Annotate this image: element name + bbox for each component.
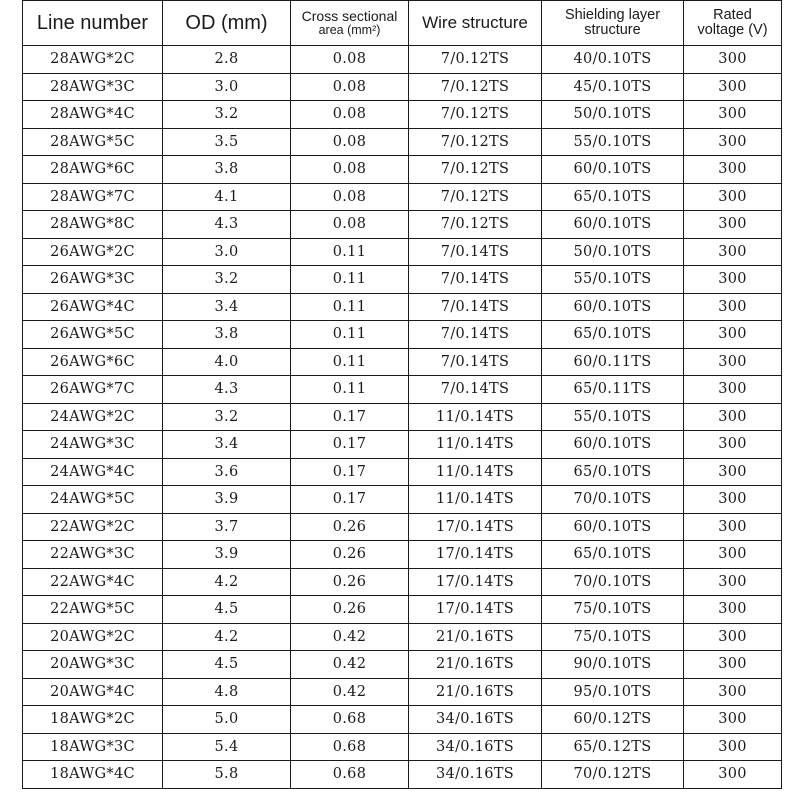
table-row	[23, 183, 782, 211]
line-number-cell: 26AWG*2C	[23, 238, 163, 266]
table-row	[23, 568, 782, 596]
shielding-cell: 70/0.10TS	[542, 486, 684, 514]
header-od: OD (mm)	[163, 1, 291, 46]
wire-structure-cell: 7/0.12TS	[409, 73, 542, 101]
shielding-cell: 65/0.10TS	[542, 183, 684, 211]
cross-area-cell: 0.11	[291, 376, 409, 404]
shielding-cell: 55/0.10TS	[542, 403, 684, 431]
rated-voltage-cell: 300	[684, 706, 782, 734]
od-cell: 4.3	[163, 211, 291, 239]
header-row	[23, 1, 782, 46]
shielding-cell: 50/0.10TS	[542, 101, 684, 129]
rated-voltage-cell: 300	[684, 761, 782, 789]
rated-voltage-cell: 300	[684, 183, 782, 211]
rated-voltage-cell: 300	[684, 376, 782, 404]
wire-structure-cell: 21/0.16TS	[409, 678, 542, 706]
table-row	[23, 293, 782, 321]
line-number-cell: 18AWG*4C	[23, 761, 163, 789]
od-cell: 3.5	[163, 128, 291, 156]
wire-structure-cell: 7/0.12TS	[409, 101, 542, 129]
cross-area-cell: 0.68	[291, 706, 409, 734]
table-row	[23, 321, 782, 349]
shielding-cell: 60/0.10TS	[542, 293, 684, 321]
rated-voltage-cell: 300	[684, 403, 782, 431]
cross-area-cell: 0.68	[291, 761, 409, 789]
header-cross-line1: Cross sectional	[301, 8, 398, 25]
cross-area-cell: 0.08	[291, 183, 409, 211]
table-row	[23, 211, 782, 239]
rated-voltage-cell: 300	[684, 238, 782, 266]
od-cell: 3.2	[163, 266, 291, 294]
shielding-cell: 65/0.11TS	[542, 376, 684, 404]
spec-table-container	[22, 0, 781, 789]
od-cell: 3.9	[163, 541, 291, 569]
table-row	[23, 651, 782, 679]
line-number-cell: 18AWG*2C	[23, 706, 163, 734]
header-rated-line2: voltage (V)	[697, 22, 768, 38]
rated-voltage-cell: 300	[684, 678, 782, 706]
od-cell: 3.0	[163, 73, 291, 101]
rated-voltage-cell: 300	[684, 101, 782, 129]
header-shield-line2: structure	[584, 22, 641, 38]
wire-structure-cell: 7/0.12TS	[409, 156, 542, 184]
cross-area-cell: 0.42	[291, 678, 409, 706]
shielding-cell: 65/0.12TS	[542, 733, 684, 761]
header-shield-line1: Shielding layer	[564, 6, 661, 23]
cross-area-cell: 0.11	[291, 293, 409, 321]
line-number-cell: 22AWG*5C	[23, 596, 163, 624]
line-number-cell: 22AWG*3C	[23, 541, 163, 569]
rated-voltage-cell: 300	[684, 596, 782, 624]
header-rated-line1: Rated	[713, 6, 752, 23]
line-number-cell: 20AWG*2C	[23, 623, 163, 651]
shielding-cell: 60/0.12TS	[542, 706, 684, 734]
cross-area-cell: 0.08	[291, 73, 409, 101]
cross-area-cell: 0.11	[291, 238, 409, 266]
cross-area-cell: 0.08	[291, 101, 409, 129]
shielding-cell: 70/0.10TS	[542, 568, 684, 596]
line-number-cell: 26AWG*4C	[23, 293, 163, 321]
table-row	[23, 678, 782, 706]
table-row	[23, 596, 782, 624]
od-cell: 4.3	[163, 376, 291, 404]
cross-area-cell: 0.11	[291, 266, 409, 294]
od-cell: 3.8	[163, 156, 291, 184]
table-row	[23, 238, 782, 266]
od-cell: 3.9	[163, 486, 291, 514]
header-wire-structure: Wire structure	[409, 1, 542, 46]
rated-voltage-cell: 300	[684, 541, 782, 569]
cross-area-cell: 0.17	[291, 458, 409, 486]
line-number-cell: 28AWG*3C	[23, 73, 163, 101]
od-cell: 4.5	[163, 596, 291, 624]
od-cell: 3.2	[163, 403, 291, 431]
wire-structure-cell: 17/0.14TS	[409, 541, 542, 569]
od-cell: 3.0	[163, 238, 291, 266]
rated-voltage-cell: 300	[684, 73, 782, 101]
rated-voltage-cell: 300	[684, 568, 782, 596]
od-cell: 3.4	[163, 293, 291, 321]
wire-structure-cell: 7/0.14TS	[409, 321, 542, 349]
wire-structure-cell: 7/0.14TS	[409, 348, 542, 376]
od-cell: 4.1	[163, 183, 291, 211]
shielding-cell: 60/0.11TS	[542, 348, 684, 376]
wire-structure-cell: 17/0.14TS	[409, 568, 542, 596]
rated-voltage-cell: 300	[684, 46, 782, 74]
line-number-cell: 24AWG*3C	[23, 431, 163, 459]
od-cell: 3.8	[163, 321, 291, 349]
od-cell: 5.4	[163, 733, 291, 761]
cross-area-cell: 0.17	[291, 486, 409, 514]
shielding-cell: 90/0.10TS	[542, 651, 684, 679]
cross-area-cell: 0.08	[291, 156, 409, 184]
rated-voltage-cell: 300	[684, 513, 782, 541]
rated-voltage-cell: 300	[684, 733, 782, 761]
shielding-cell: 40/0.10TS	[542, 46, 684, 74]
od-cell: 4.8	[163, 678, 291, 706]
od-cell: 3.2	[163, 101, 291, 129]
cross-area-cell: 0.08	[291, 46, 409, 74]
shielding-cell: 65/0.10TS	[542, 321, 684, 349]
wire-structure-cell: 17/0.14TS	[409, 513, 542, 541]
wire-structure-cell: 34/0.16TS	[409, 761, 542, 789]
od-cell: 2.8	[163, 46, 291, 74]
rated-voltage-cell: 300	[684, 211, 782, 239]
rated-voltage-cell: 300	[684, 266, 782, 294]
table-row	[23, 623, 782, 651]
shielding-cell: 55/0.10TS	[542, 266, 684, 294]
shielding-cell: 60/0.10TS	[542, 513, 684, 541]
rated-voltage-cell: 300	[684, 486, 782, 514]
table-row	[23, 706, 782, 734]
line-number-cell: 18AWG*3C	[23, 733, 163, 761]
table-row	[23, 156, 782, 184]
line-number-cell: 24AWG*5C	[23, 486, 163, 514]
table-row	[23, 513, 782, 541]
table-row	[23, 486, 782, 514]
rated-voltage-cell: 300	[684, 156, 782, 184]
wire-structure-cell: 7/0.12TS	[409, 128, 542, 156]
shielding-cell: 60/0.10TS	[542, 156, 684, 184]
shielding-cell: 55/0.10TS	[542, 128, 684, 156]
od-cell: 5.8	[163, 761, 291, 789]
wire-structure-cell: 7/0.14TS	[409, 266, 542, 294]
shielding-cell: 45/0.10TS	[542, 73, 684, 101]
wire-structure-cell: 7/0.12TS	[409, 183, 542, 211]
cross-area-cell: 0.17	[291, 431, 409, 459]
cross-area-cell: 0.42	[291, 623, 409, 651]
cross-area-cell: 0.17	[291, 403, 409, 431]
line-number-cell: 26AWG*5C	[23, 321, 163, 349]
rated-voltage-cell: 300	[684, 321, 782, 349]
table-row	[23, 733, 782, 761]
table-row	[23, 376, 782, 404]
line-number-cell: 26AWG*7C	[23, 376, 163, 404]
header-line-number: Line number	[23, 1, 163, 46]
table-row	[23, 46, 782, 74]
line-number-cell: 20AWG*4C	[23, 678, 163, 706]
shielding-cell: 95/0.10TS	[542, 678, 684, 706]
od-cell: 4.5	[163, 651, 291, 679]
od-cell: 4.0	[163, 348, 291, 376]
shielding-cell: 60/0.10TS	[542, 431, 684, 459]
header-rated-voltage	[684, 1, 782, 46]
shielding-cell: 50/0.10TS	[542, 238, 684, 266]
wire-structure-cell: 7/0.14TS	[409, 293, 542, 321]
wire-structure-cell: 21/0.16TS	[409, 623, 542, 651]
cross-area-cell: 0.42	[291, 651, 409, 679]
od-cell: 5.0	[163, 706, 291, 734]
shielding-cell: 70/0.12TS	[542, 761, 684, 789]
cross-area-cell: 0.08	[291, 211, 409, 239]
table-row	[23, 403, 782, 431]
line-number-cell: 24AWG*4C	[23, 458, 163, 486]
wire-structure-cell: 11/0.14TS	[409, 486, 542, 514]
line-number-cell: 24AWG*2C	[23, 403, 163, 431]
wire-structure-cell: 7/0.12TS	[409, 211, 542, 239]
shielding-cell: 65/0.10TS	[542, 458, 684, 486]
line-number-cell: 26AWG*6C	[23, 348, 163, 376]
cross-area-cell: 0.26	[291, 568, 409, 596]
shielding-cell: 75/0.10TS	[542, 623, 684, 651]
table-row	[23, 431, 782, 459]
header-shielding-structure	[542, 1, 684, 46]
table-row	[23, 73, 782, 101]
table-row	[23, 266, 782, 294]
wire-structure-cell: 21/0.16TS	[409, 651, 542, 679]
shielding-cell: 65/0.10TS	[542, 541, 684, 569]
wire-structure-cell: 34/0.16TS	[409, 706, 542, 734]
cross-area-cell: 0.11	[291, 321, 409, 349]
line-number-cell: 28AWG*7C	[23, 183, 163, 211]
cross-area-cell: 0.26	[291, 513, 409, 541]
line-number-cell: 22AWG*2C	[23, 513, 163, 541]
wire-structure-cell: 7/0.14TS	[409, 376, 542, 404]
table-body	[23, 46, 782, 789]
header-cross-sectional-area	[291, 1, 409, 46]
wire-structure-cell: 11/0.14TS	[409, 431, 542, 459]
line-number-cell: 28AWG*5C	[23, 128, 163, 156]
cross-area-cell: 0.26	[291, 596, 409, 624]
line-number-cell: 28AWG*8C	[23, 211, 163, 239]
wire-structure-cell: 34/0.16TS	[409, 733, 542, 761]
cross-area-cell: 0.26	[291, 541, 409, 569]
table-row	[23, 761, 782, 789]
rated-voltage-cell: 300	[684, 293, 782, 321]
od-cell: 4.2	[163, 568, 291, 596]
table-row	[23, 101, 782, 129]
shielding-cell: 60/0.10TS	[542, 211, 684, 239]
line-number-cell: 28AWG*6C	[23, 156, 163, 184]
wire-structure-cell: 7/0.12TS	[409, 46, 542, 74]
rated-voltage-cell: 300	[684, 348, 782, 376]
line-number-cell: 22AWG*4C	[23, 568, 163, 596]
cable-spec-table	[22, 0, 782, 789]
header-cross-line2: area (mm²)	[318, 22, 381, 37]
line-number-cell: 26AWG*3C	[23, 266, 163, 294]
od-cell: 3.4	[163, 431, 291, 459]
line-number-cell: 20AWG*3C	[23, 651, 163, 679]
table-row	[23, 541, 782, 569]
od-cell: 3.6	[163, 458, 291, 486]
cross-area-cell: 0.11	[291, 348, 409, 376]
cross-area-cell: 0.68	[291, 733, 409, 761]
od-cell: 3.7	[163, 513, 291, 541]
rated-voltage-cell: 300	[684, 651, 782, 679]
rated-voltage-cell: 300	[684, 458, 782, 486]
cross-area-cell: 0.08	[291, 128, 409, 156]
wire-structure-cell: 11/0.14TS	[409, 458, 542, 486]
table-row	[23, 128, 782, 156]
line-number-cell: 28AWG*4C	[23, 101, 163, 129]
shielding-cell: 75/0.10TS	[542, 596, 684, 624]
rated-voltage-cell: 300	[684, 431, 782, 459]
table-row	[23, 458, 782, 486]
od-cell: 4.2	[163, 623, 291, 651]
rated-voltage-cell: 300	[684, 623, 782, 651]
line-number-cell: 28AWG*2C	[23, 46, 163, 74]
table-row	[23, 348, 782, 376]
wire-structure-cell: 17/0.14TS	[409, 596, 542, 624]
wire-structure-cell: 7/0.14TS	[409, 238, 542, 266]
wire-structure-cell: 11/0.14TS	[409, 403, 542, 431]
rated-voltage-cell: 300	[684, 128, 782, 156]
